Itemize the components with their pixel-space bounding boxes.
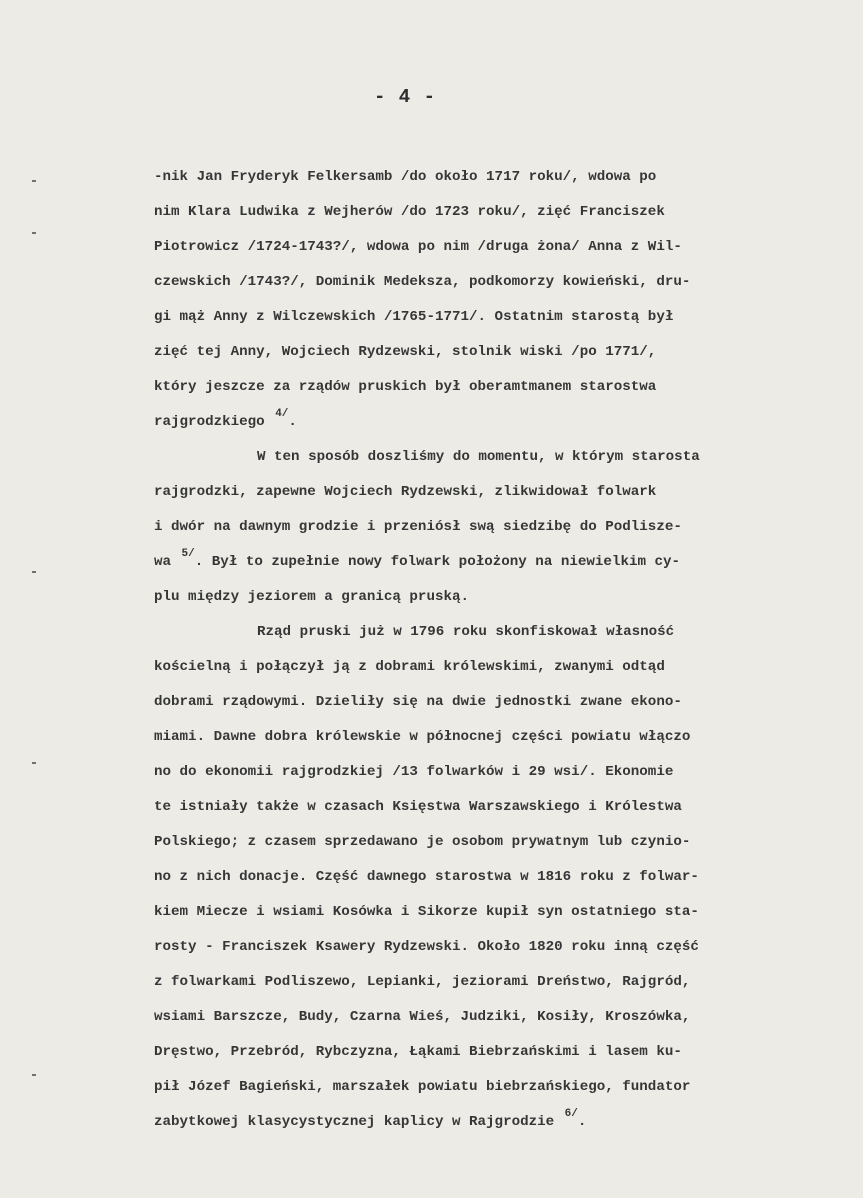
line-text: dobrami rządowymi. Dzieliły się na dwie jednostki zwane ekono- bbox=[154, 694, 682, 710]
text-line bbox=[154, 1070, 834, 1105]
line-text: rosty - Franciszek Ksawery Rydzewski. Około 1820 roku inną część bbox=[154, 939, 699, 955]
text-line bbox=[154, 825, 834, 860]
line-tail: . Był to zupełnie nowy folwark położony na niewielkim cy- bbox=[194, 554, 681, 570]
text-line bbox=[154, 195, 834, 230]
text-line bbox=[154, 895, 834, 930]
text-line bbox=[154, 860, 834, 895]
line-text: te istniały także w czasach Księstwa Warszawskiego i Królestwa bbox=[154, 799, 682, 815]
line-text: W ten sposób doszliśmy do momentu, w którym starosta bbox=[257, 449, 700, 465]
page-number: - 4 - bbox=[373, 86, 436, 108]
text-line bbox=[154, 615, 834, 650]
line-text: wsiami Barszcze, Budy, Czarna Wieś, Judziki, Kosiły, Kroszówka, bbox=[154, 1009, 691, 1025]
margin-mark bbox=[32, 571, 36, 573]
text-line bbox=[154, 230, 834, 265]
text-line bbox=[154, 370, 834, 405]
body-text bbox=[154, 160, 834, 1140]
text-line bbox=[154, 650, 834, 685]
text-line bbox=[154, 265, 834, 300]
text-line bbox=[154, 1105, 834, 1140]
text-line bbox=[154, 335, 834, 370]
line-text: kościelną i połączył ją z dobrami królewskimi, zwanymi odtąd bbox=[154, 659, 665, 675]
line-text: czewskich /1743?/, Dominik Medeksza, podkomorzy kowieński, dru- bbox=[154, 274, 691, 290]
line-text: miami. Dawne dobra królewskie w północnej części powiatu włączo bbox=[154, 729, 691, 745]
text-line bbox=[154, 930, 834, 965]
line-text: gi mąż Anny z Wilczewskich /1765-1771/. Ostatnim starostą był bbox=[154, 309, 674, 325]
margin-mark bbox=[32, 762, 36, 764]
line-text: pił Józef Bagieński, marszałek powiatu biebrzańskiego, fundator bbox=[154, 1079, 691, 1095]
text-line bbox=[154, 405, 834, 440]
text-line bbox=[154, 790, 834, 825]
line-text: Rząd pruski już w 1796 roku skonfiskował własność bbox=[257, 624, 675, 640]
text-line bbox=[154, 160, 834, 195]
line-text: kiem Miecze i wsiami Kosówka i Sikorze kupił syn ostatniego sta- bbox=[154, 904, 699, 920]
line-text: nim Klara Ludwika z Wejherów /do 1723 roku/, zięć Franciszek bbox=[154, 204, 665, 220]
line-text: plu między jeziorem a granicą pruską. bbox=[154, 589, 470, 605]
line-text: rajgrodzki, zapewne Wojciech Rydzewski, zlikwidował folwark bbox=[154, 484, 657, 500]
line-text: no z nich donacje. Część dawnego starostwa w 1816 roku z folwar- bbox=[154, 869, 699, 885]
footnote-marker: 6/ bbox=[564, 1108, 578, 1120]
text-line bbox=[154, 685, 834, 720]
line-tail: . bbox=[577, 1114, 587, 1130]
footnote-marker: 5/ bbox=[181, 548, 195, 560]
line-text: zięć tej Anny, Wojciech Rydzewski, stolnik wiski /po 1771/, bbox=[154, 344, 657, 360]
text-line bbox=[154, 965, 834, 1000]
line-text: Dręstwo, Przebród, Rybczyzna, Łąkami Biebrzańskimi i lasem ku- bbox=[154, 1044, 682, 1060]
margin-mark bbox=[32, 232, 36, 234]
line-text: Piotrowicz /1724-1743?/, wdowa po nim /druga żona/ Anna z Wil- bbox=[154, 239, 682, 255]
text-line bbox=[154, 580, 834, 615]
text-line bbox=[154, 510, 834, 545]
text-line bbox=[154, 475, 834, 510]
line-text: zabytkowej klasycystycznej kaplicy w Rajgrodzie bbox=[154, 1114, 563, 1130]
line-text: i dwór na dawnym grodzie i przeniósł swą siedzibę do Podlisze- bbox=[154, 519, 682, 535]
line-text: Polskiego; z czasem sprzedawano je osobom prywatnym lub czynio- bbox=[154, 834, 691, 850]
line-text: -nik Jan Fryderyk Felkersamb /do około 1717 roku/, wdowa po bbox=[154, 169, 657, 185]
text-line bbox=[154, 720, 834, 755]
text-line bbox=[154, 755, 834, 790]
margin-mark bbox=[32, 1074, 36, 1076]
line-text: który jeszcze za rządów pruskich był oberamtmanem starostwa bbox=[154, 379, 657, 395]
line-text: no do ekonomii rajgrodzkiej /13 folwarków i 29 wsi/. Ekonomie bbox=[154, 764, 674, 780]
line-tail: . bbox=[288, 414, 297, 430]
text-line bbox=[154, 440, 834, 475]
line-text: wa bbox=[154, 554, 180, 570]
text-line bbox=[154, 1000, 834, 1035]
text-line bbox=[154, 300, 834, 335]
line-text: rajgrodzkiego bbox=[154, 414, 274, 430]
footnote-marker: 4/ bbox=[275, 408, 289, 420]
text-line bbox=[154, 545, 834, 580]
text-line bbox=[154, 1035, 834, 1070]
line-text: z folwarkami Podliszewo, Lepianki, jeziorami Dreństwo, Rajgród, bbox=[154, 974, 691, 990]
margin-mark bbox=[32, 180, 36, 182]
